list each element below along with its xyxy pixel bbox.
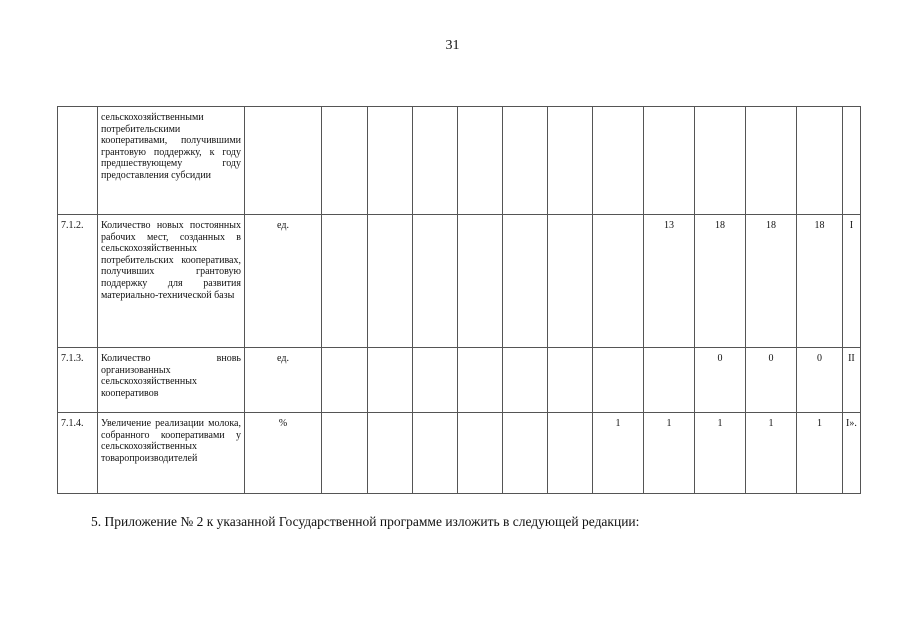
value-cell	[503, 413, 548, 494]
value-cell	[593, 215, 644, 348]
value-cell	[797, 107, 843, 215]
value-cell	[644, 107, 695, 215]
value-cell	[458, 413, 503, 494]
value-cell	[458, 215, 503, 348]
value-cell	[548, 107, 593, 215]
unit-cell	[245, 107, 322, 215]
appendix-instruction: 5. Приложение № 2 к указанной Государственной программе изложить в следующей редакции:	[91, 514, 640, 529]
row-number-cell: 7.1.4.	[58, 413, 98, 494]
value-cell	[503, 348, 548, 413]
value-cell	[322, 215, 368, 348]
page-number: 31	[445, 38, 460, 53]
value-cell	[413, 215, 458, 348]
value-cell	[458, 348, 503, 413]
value-cell	[413, 348, 458, 413]
row-number-cell: 7.1.3.	[58, 348, 98, 413]
value-cell: 0	[746, 348, 797, 413]
value-cell	[368, 413, 413, 494]
unit-cell: ед.	[245, 348, 322, 413]
value-cell: 1	[695, 413, 746, 494]
value-cell	[322, 413, 368, 494]
value-cell: 18	[746, 215, 797, 348]
value-cell	[548, 348, 593, 413]
unit-cell: %	[245, 413, 322, 494]
value-cell	[548, 215, 593, 348]
value-cell: 18	[695, 215, 746, 348]
table-row	[58, 413, 861, 494]
value-cell: 0	[695, 348, 746, 413]
value-cell: I	[843, 215, 861, 348]
value-cell: 1	[746, 413, 797, 494]
value-cell	[746, 107, 797, 215]
table-row	[58, 215, 861, 348]
indicator-table	[57, 106, 861, 494]
indicator-name-cell: Увеличение реализации молока, собранного кооперативами у сельскохозяйственных товаропроизводителей	[98, 413, 245, 494]
row-number-cell: 7.1.2.	[58, 215, 98, 348]
value-cell: II	[843, 348, 861, 413]
value-cell	[593, 107, 644, 215]
value-cell	[548, 413, 593, 494]
value-cell	[368, 348, 413, 413]
value-cell: 18	[797, 215, 843, 348]
value-cell	[322, 348, 368, 413]
value-cell	[458, 107, 503, 215]
value-cell	[368, 107, 413, 215]
value-cell	[322, 107, 368, 215]
value-cell	[644, 348, 695, 413]
row-number-cell	[58, 107, 98, 215]
value-cell	[413, 413, 458, 494]
indicator-name-cell: Количество новых постоянных рабочих мест, созданных в сельскохозяйственных потребительских кооперативах, получивших грантовую поддержку для развития материально-технической базы	[98, 215, 245, 348]
value-cell	[695, 107, 746, 215]
value-cell: 1	[593, 413, 644, 494]
value-cell	[413, 107, 458, 215]
value-cell	[843, 107, 861, 215]
unit-cell: ед.	[245, 215, 322, 348]
value-cell	[503, 215, 548, 348]
value-cell: 1	[797, 413, 843, 494]
value-cell	[593, 348, 644, 413]
value-cell: I».	[843, 413, 861, 494]
table-row	[58, 348, 861, 413]
indicator-name-cell: сельскохозяйственными потребительскими кооперативами, получившими грантовую поддержку, к году предшествующему году предоставления субсидии	[98, 107, 245, 215]
indicator-name-cell: Количество вновь организованных сельскохозяйственных кооперативов	[98, 348, 245, 413]
value-cell: 13	[644, 215, 695, 348]
value-cell	[503, 107, 548, 215]
value-cell: 0	[797, 348, 843, 413]
table-row	[58, 107, 861, 215]
value-cell	[368, 215, 413, 348]
value-cell: 1	[644, 413, 695, 494]
